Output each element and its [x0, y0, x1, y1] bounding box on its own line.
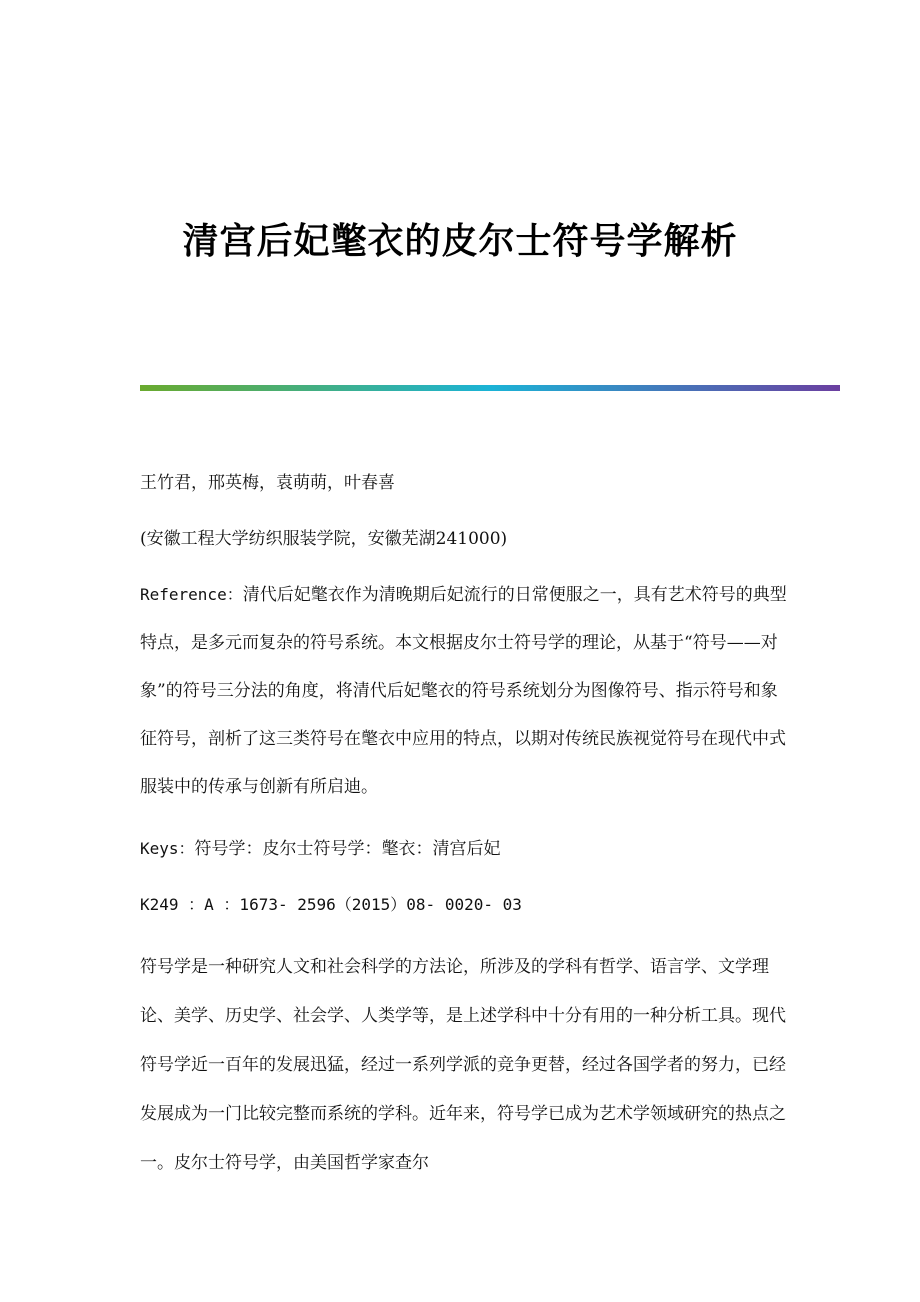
abstract-text: 清代后妃氅衣作为清晚期后妃流行的日常便服之一，具有艺术符号的典型特点，是多元而复杂的符号系统。本文根据皮尔士符号学的理论，从基于“符号——对象”的符号三分法的角度，将清代后妃氅衣的符号系统划分为图像符号、指示符号和象征符号，剖析了这三类符号在氅衣中应用的特点，以期对传统民族视觉符号在现代中式服装中的传承与创新有所启迪。 — [140, 585, 787, 797]
abstract-label: Reference： — [140, 585, 243, 604]
affiliation-line: (安徽工程大学纺织服装学院，安徽芜湖241000) — [140, 529, 508, 549]
abstract-paragraph — [140, 571, 790, 811]
authors-line: 王竹君，邢英梅，袁萌萌，叶春喜 — [140, 473, 395, 493]
keywords-label: Keys： — [140, 839, 195, 858]
gradient-divider — [140, 385, 840, 391]
classification-line: K249 ：A ：1673- 2596（2015）08- 0020- 03 — [140, 895, 522, 914]
article-content — [140, 465, 790, 1208]
keywords-line — [140, 831, 790, 867]
keywords-text: 符号学：皮尔士符号学：氅衣：清宫后妃 — [194, 839, 501, 859]
page-title: 清宫后妃氅衣的皮尔士符号学解析 — [182, 220, 738, 262]
body-paragraph: 符号学是一种研究人文和社会科学的方法论，所涉及的学科有哲学、语言学、文学理论、美学、历史学、社会学、人类学等，是上述学科中十分有用的一种分析工具。现代符号学近一百年的发展迅猛，经过一系列学派的竞争更替，经过各国学者的努力，已经发展成为一门比较完整而系统的学科。近年来，符号学已成为艺术学领域研究的热点之一。皮尔士符号学，由美国哲学家查尔 — [140, 957, 786, 1173]
